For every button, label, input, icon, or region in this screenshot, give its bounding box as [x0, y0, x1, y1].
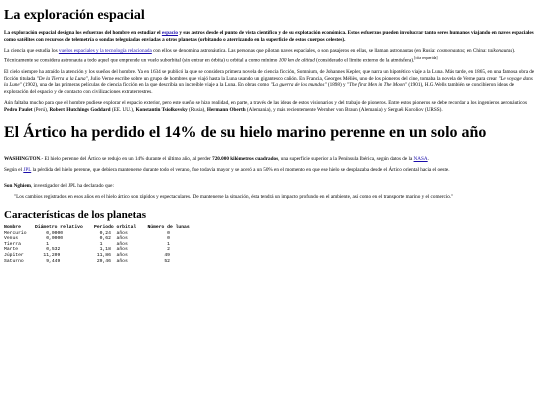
paragraph-pioneers	[4, 100, 536, 113]
text: , Julio Verne escribe sobre un grupo de hombres que viajó hasta la Luna usando un gigantesco cañón. En Francia, Georges Méliès, uno de los pioneros del cine, tomaba la novela de Verne para crear	[87, 75, 499, 82]
text: (considerado el límite externo de la atmósfera).	[314, 57, 415, 64]
paragraph-astronautica	[4, 48, 536, 64]
area-figure: 720.000 kilómetros cuadrados	[212, 155, 279, 162]
text: (Rusia),	[187, 107, 207, 114]
lead-paragraph	[4, 30, 536, 43]
text: El cielo siempre ha atraído la atención y los sueños del hombre. Ya en 1634 se publicó la que se considera primera novela de ciencia ficción, Somnium, de Johannes Kepler, que narra un hipotético viaje a la Luna. Más tarde, en 1865, en una famosa obra de ficción titulada	[4, 69, 535, 82]
table-row: Tierra 1 1 años 1	[4, 241, 170, 247]
planets-table-body	[4, 231, 536, 265]
title-guerra-mundos: "La guerra de los mundos"	[270, 82, 327, 89]
text: (Perú),	[32, 107, 50, 114]
text: ; en China:	[463, 48, 489, 55]
text: (1898) y	[326, 82, 347, 89]
paragraph-history	[4, 69, 536, 95]
link-jpl[interactable]: JPL	[23, 167, 32, 174]
text: (Alemania), y más recientemente Wernher von Braun (Alemania) y Serguéi Koroliov (URSS).	[245, 107, 443, 114]
term-taikonautas: taikonautas	[488, 48, 513, 55]
article-title: La exploración espacial	[4, 8, 145, 23]
table-row: Marte 0,532 1,18 años 2	[4, 247, 170, 253]
article-title-arctic: El Ártico ha perdido el 14% de su hielo marino perenne en un solo año	[4, 123, 487, 141]
title-voyage-lune: "Le voyage dans la Lune"	[4, 75, 533, 89]
text: la pérdida del hielo perenne, que debiera mantenerse durante todo el verano, fue todavía mayor y se aceró a un 50% en el momento en que ese hielo se desplazaba desde el Ártico oriental hacia el oeste.	[31, 167, 450, 174]
planets-heading: Características de los planetas	[4, 209, 147, 222]
link-espacio[interactable]: espacio	[161, 30, 179, 36]
text: , investigador del JPL ha declarado que:	[30, 182, 114, 189]
text: con ellos se denomina astronáutica. Las personas que pilotan naves espaciales, o son pasajeros en ellas, se llaman astronautas (en Rusia:	[151, 48, 437, 55]
title-first-men: "The first Men in The Moon"	[346, 82, 408, 89]
title-tierra-luna: "De la Tierra a la Luna"	[36, 75, 88, 82]
text: .- El hielo perenne del Ártico se redujo en un 14% durante el último año, al perder	[40, 155, 213, 162]
text: .	[427, 155, 429, 162]
link-nasa[interactable]: NASA	[413, 155, 428, 162]
text: (1901), H.G.Wells también se concibieron ideas de exploración del espacio y de contacto con civilizaciones extraterrestres.	[4, 82, 515, 95]
text: (EE. UU.),	[110, 107, 136, 114]
dateline: WASHINGTON	[4, 155, 41, 162]
planets-table-header: Nombre Diámetro relativo Periodo orbital Número de lunas	[4, 225, 190, 231]
table-row: Júpiter 11,209 11,86 años 49	[4, 253, 170, 259]
text: Según el	[4, 167, 24, 174]
lead-text-end: y sus astros desde el punto de vista científico y de su explotación económica. Estos esfuerzos pueden involucrar tanto seres humanos viajando en naves espaciales como satélites con recursos de telemetría o sondas teleguiadas enviadas a otros planetas (orbitando o aterrizando en la superficie de estos cuerpos celestes).	[4, 30, 534, 43]
text: (1902), una de las primeras películas de ciencia ficción en la que describía un increíble viaje a la Luna. En obras como	[21, 82, 271, 89]
name-oberth: Hermann Oberth	[206, 107, 246, 114]
text: Aún faltaba mucho para que el hombre pudiese explorar el espacio exterior, pero este sueño se hizo realidad, en parte, a través de las ideas de estos visionarios y del trabajo de pioneros. Entre estos pioneros se debe recordar a los ingenieros aeronáuticos	[4, 100, 527, 107]
paragraph-nghiem	[4, 183, 536, 190]
term-altitud: 100 km de altitud	[278, 57, 315, 64]
citation-needed[interactable]: [cita requerida]	[414, 55, 438, 60]
name-nghiem: Son Nghiem	[4, 182, 31, 189]
table-row: Venus 0,0000 0,62 años 0	[4, 236, 170, 242]
text: ). Técnicamente se considera astronauta a todo aquel que emprende un vuelo suborbital (sin entrar en órbita) u orbital a como mínimo	[4, 48, 516, 64]
text: La ciencia que estudia los	[4, 48, 59, 55]
table-row: Mercurio 0,0000 0,24 años 0	[4, 230, 170, 236]
lead-text: La exploración espacial designa los esfuerzos del hombre en estudiar el	[4, 30, 162, 36]
text: , una superficie superior a la Península Ibérica, según datos de la	[278, 155, 414, 162]
paragraph-jpl	[4, 167, 536, 174]
name-paulet: Pedro Paulet	[4, 107, 33, 114]
name-tsiolkovsky: Konstantin Tsiolkovsky	[135, 107, 188, 114]
name-goddard: Robert Hutchings Goddard	[49, 107, 111, 114]
table-row: Saturno 9,449 29,46 años 52	[4, 258, 170, 264]
link-vuelos-espaciales[interactable]: vuelos espaciales y la tecnología relacionada	[58, 48, 152, 55]
quote: "Los cambios registrados en esos años en el hielo ártico son rápidos y espectaculares. De mantenerse la situación, ésta tendrá un impacto profundo en el ambiente, así como en el transporte marino y el comercio."	[14, 194, 454, 201]
paragraph-washington	[4, 156, 536, 163]
term-cosmonautas: cosmonautas	[436, 48, 464, 55]
